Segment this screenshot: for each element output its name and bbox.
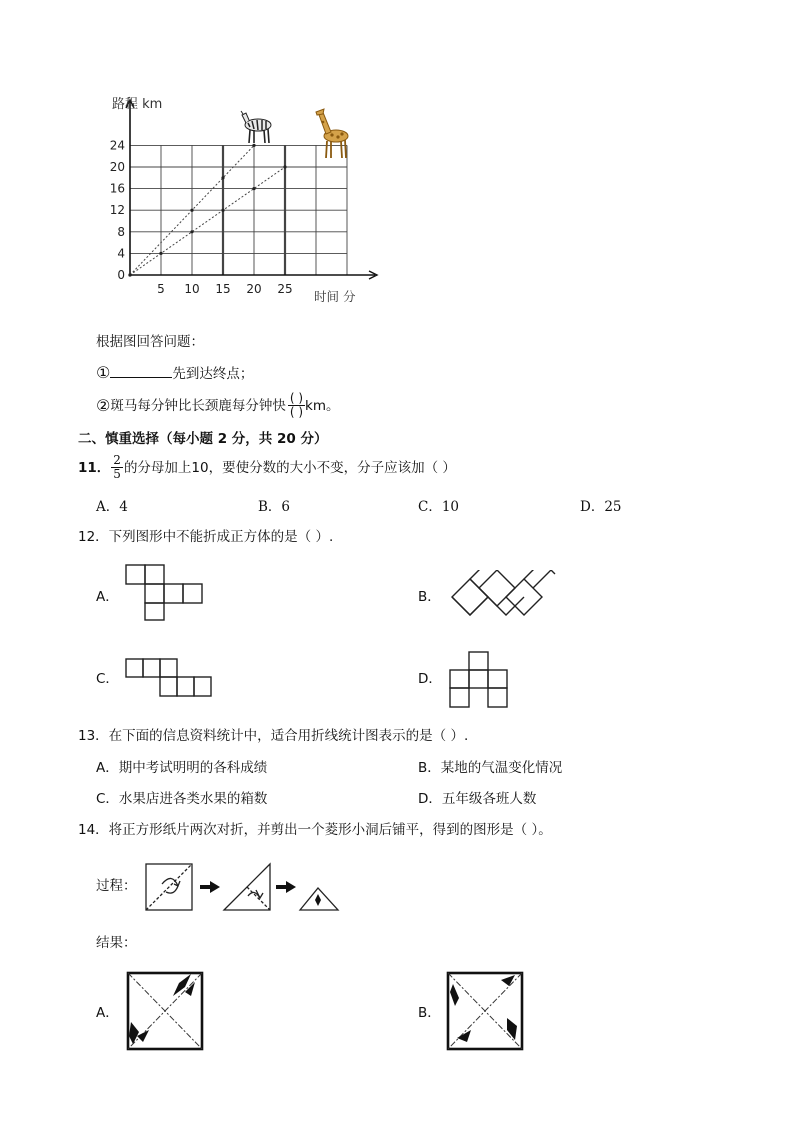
x-tick-labels	[157, 282, 292, 296]
q12-net-b	[450, 570, 560, 620]
y-tick-label: 4	[117, 246, 125, 261]
q11-option-b[interactable]: B．6	[258, 499, 291, 515]
x-tick-label: 25	[277, 282, 293, 296]
q14-label-a[interactable]: A．	[96, 1005, 119, 1021]
y-tick-label: 24	[109, 138, 125, 153]
q11-option-c[interactable]: C．10	[418, 499, 460, 515]
q13-option-a[interactable]: A．期中考试明明的各科成绩	[96, 760, 268, 776]
y-tick-label: 20	[109, 160, 125, 174]
q10-item1-blank[interactable]	[110, 363, 172, 378]
q10-item1-marker: ①	[96, 363, 111, 382]
q10-item2-marker: ②	[96, 395, 111, 415]
q10-item2-text: 斑马每分钟比长颈鹿每分钟快	[110, 397, 286, 414]
q11-number: 11．	[78, 459, 111, 476]
y-tick-label: 8	[117, 224, 125, 239]
q10-intro: 根据图回答问题：	[96, 334, 204, 350]
chart-grid	[130, 145, 347, 275]
q12-label-b[interactable]: B．	[418, 589, 441, 605]
x-tick-label: 10	[184, 282, 200, 296]
giraffe-icon	[316, 109, 348, 158]
q12-label-d[interactable]: D．	[418, 671, 442, 687]
q10-item1-text: 先到达终点；	[172, 366, 254, 382]
q13-option-c[interactable]: C．水果店进各类水果的箱数	[96, 791, 268, 807]
giraffe-series-point	[128, 273, 131, 276]
q14-result-label: 结果：	[96, 935, 137, 951]
q10-item2	[96, 392, 340, 419]
y-tick-label: 12	[109, 203, 125, 218]
zebra-icon	[241, 111, 271, 143]
q14-option-a-figure	[125, 970, 205, 1052]
giraffe-series-point	[159, 252, 162, 255]
section2-heading: 二、慎重选择（每小题 2 分，共 20 分）	[78, 431, 328, 447]
q13-option-b[interactable]: B．某地的气温变化情况	[418, 760, 563, 776]
q12-net-d	[448, 650, 510, 710]
q12-stem: 12．下列图形中不能折成正方体的是（ ）.	[78, 529, 334, 545]
q11-stem	[78, 454, 456, 481]
y-axis-label: 路程 km	[112, 97, 163, 112]
y-tick-labels	[110, 138, 125, 282]
x-tick-label: 5	[157, 282, 165, 296]
giraffe-series-line	[130, 167, 285, 275]
giraffe-series-point	[221, 209, 224, 212]
y-tick-label: 16	[109, 181, 125, 196]
q11-fraction: $\frac{2}{5}$	[113, 453, 121, 481]
q14-option-b-figure	[445, 970, 525, 1052]
q14-label-b[interactable]: B．	[418, 1005, 441, 1021]
zebra-series-point	[252, 144, 255, 147]
q13-stem: 13．在下面的信息资料统计中，适合用折线统计图表示的是（ ）.	[78, 728, 469, 744]
q13-option-d[interactable]: D．五年级各班人数	[418, 791, 537, 807]
q12-net-a	[124, 563, 204, 623]
q10-item2-unit: km。	[305, 397, 340, 414]
x-tick-label: 15	[215, 282, 231, 296]
q14-process-diagram	[144, 862, 344, 914]
giraffe-series-point	[190, 230, 193, 233]
q14-stem: 14．将正方形纸片两次对折，并剪出一个菱形小洞后铺平，得到的图形是（ ）。	[78, 822, 552, 838]
zebra-series-point	[221, 176, 224, 179]
distance-time-chart	[100, 90, 390, 315]
q12-label-a[interactable]: A．	[96, 589, 119, 605]
q11-text: 的分母加上10，要使分数的大小不变，分子应该加（ ）	[123, 459, 456, 476]
x-tick-label: 20	[246, 282, 262, 296]
q10-item1	[96, 363, 253, 383]
q12-net-c	[124, 655, 214, 700]
q12-label-c[interactable]: C．	[96, 671, 119, 687]
q14-process-label: 过程：	[96, 878, 137, 894]
q11-option-a[interactable]: A．4	[96, 499, 128, 515]
x-axis-label: 时间 分	[314, 289, 356, 304]
zebra-series-point	[190, 209, 193, 212]
giraffe-series-point	[252, 187, 255, 190]
q11-option-d[interactable]: D．25	[580, 499, 622, 515]
y-tick-label: 0	[117, 268, 125, 282]
giraffe-series-point	[283, 165, 286, 168]
q10-item2-fraction[interactable]: $\frac{( )}{( )}$	[289, 391, 304, 419]
